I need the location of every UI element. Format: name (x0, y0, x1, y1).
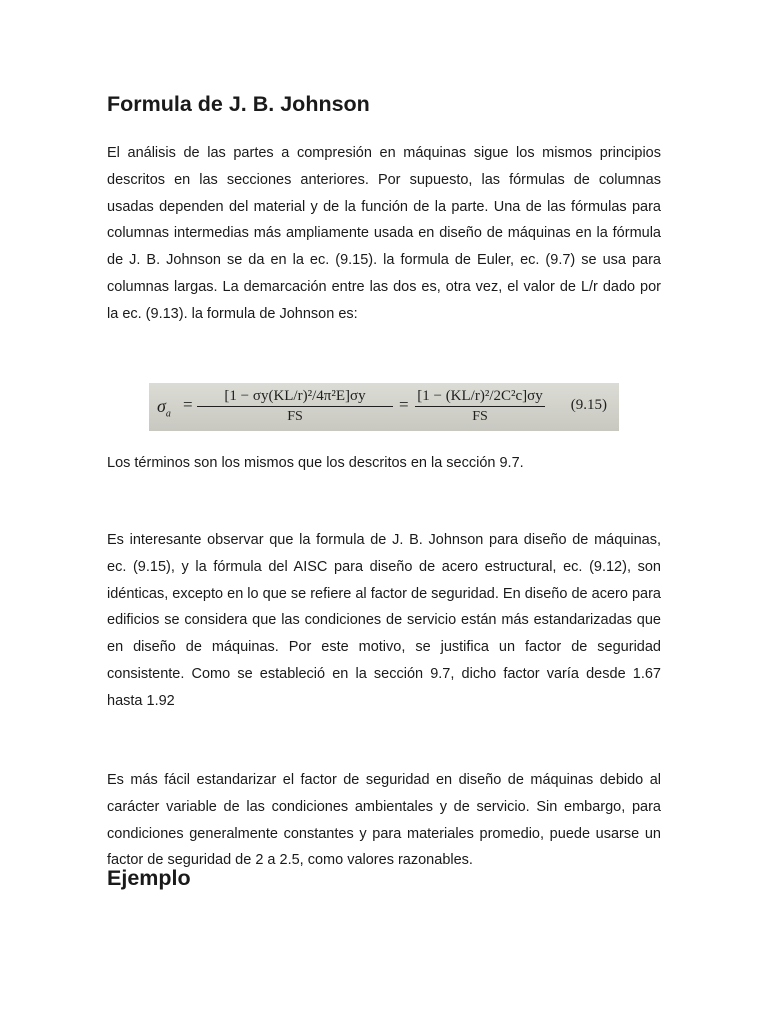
formula-fraction-1 (197, 387, 393, 425)
formula-fraction-2 (415, 387, 545, 425)
formula-numerator-1: [1 − σy(KL/r)²/4π²E]σy (224, 388, 366, 404)
formula-equals-2: = (399, 395, 409, 414)
section-heading: Formula de J. B. Johnson (107, 92, 370, 116)
johnson-formula-image (149, 383, 619, 431)
equation-number: (9.15) (570, 397, 607, 413)
formula-equals-1: = (183, 395, 193, 414)
formula-denominator-1: FS (287, 409, 303, 425)
fraction-bar-1 (197, 406, 393, 407)
formula-denominator-2: FS (472, 409, 488, 425)
formula-numerator-2: [1 − (KL/r)²/2C²c]σy (417, 388, 543, 404)
fraction-bar-2 (415, 406, 545, 407)
paragraph-comparison: Es interesante observar que la formula de J. B. Johnson para diseño de máquinas, ec. (9.15), y la fórmula del AISC para diseño de acero estructural, ec. (9.12), son idénticas, excepto en lo que se refiere al factor de seguridad. En diseño de acero para edificios se considera que las condiciones de servicio están más estandarizadas que en diseño de máquinas. Por este motivo, se justifica un factor de seguridad consistente. Como se estableció en la sección 9.7, dicho factor varía desde 1.67 hasta 1.92 (107, 532, 661, 709)
paragraph-terms: Los términos son los mismos que los descritos en la sección 9.7. (107, 455, 524, 471)
example-heading: Ejemplo (107, 866, 191, 890)
paragraph-intro: El análisis de las partes a compresión en máquinas sigue los mismos principios descritos en las secciones anteriores. Por supuesto, las fórmulas de columnas usadas dependen del material y de la función de la parte. Una de las fórmulas para columnas intermedias más ampliamente usada en diseño de máquinas en la fórmula de J. B. Johnson se da en la ec. (9.15). la formula de Euler, ec. (9.7) se usa para columnas largas. La demarcación entre las dos es, otra vez, el valor de L/r dado por la ec. (9.13). la formula de Johnson es: (107, 145, 661, 322)
paragraph-safety-factor: Es más fácil estandarizar el factor de seguridad en diseño de máquinas debido al carácter variable de las condiciones ambientales y de servicio. Sin embargo, para condiciones generalmente constantes y para materiales promedio, puede usarse un factor de seguridad de 2 a 2.5, como valores razonables. (107, 772, 661, 869)
formula-lhs: $\sigma_a$ (157, 396, 171, 420)
